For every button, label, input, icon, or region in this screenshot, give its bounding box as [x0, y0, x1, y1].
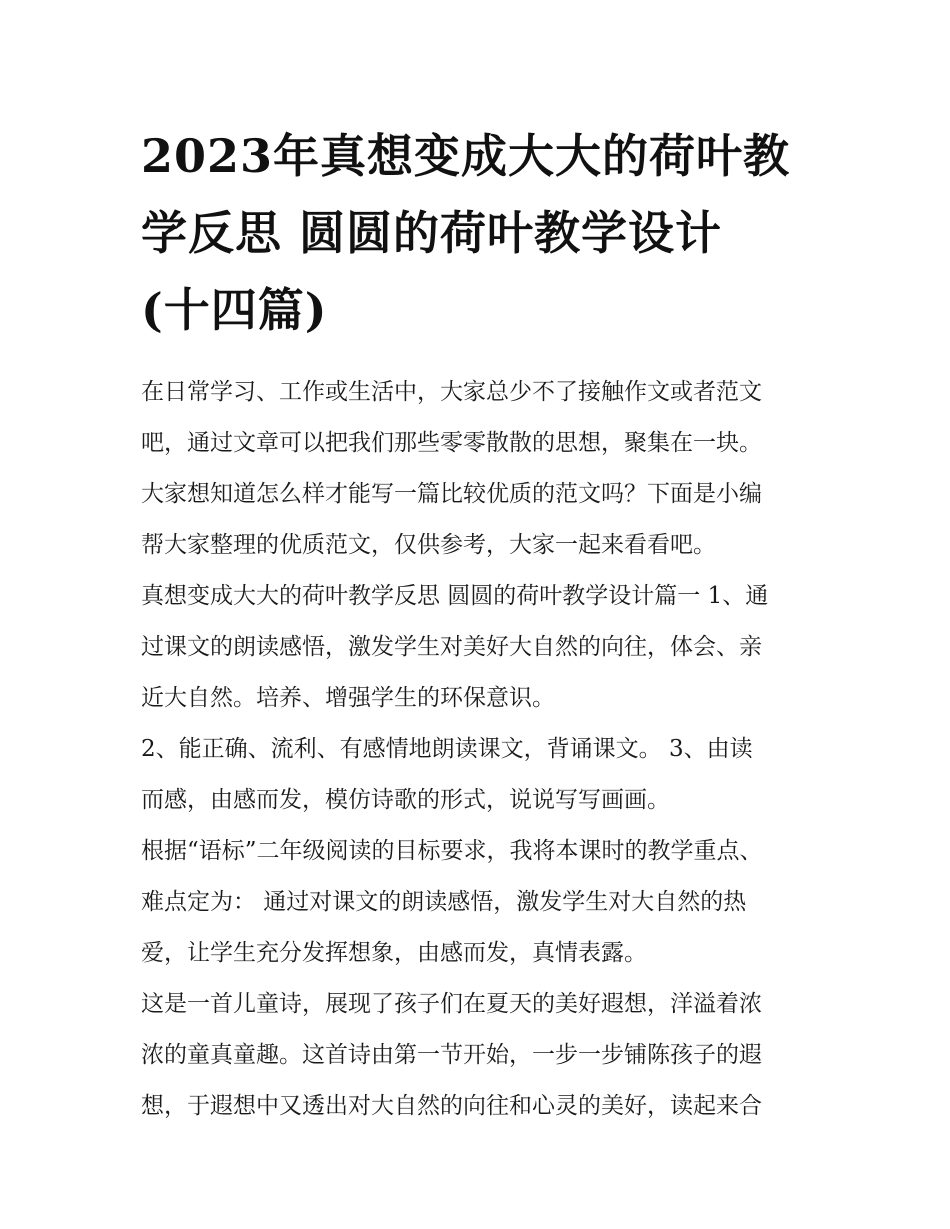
paragraph-line: 想，于遐想中又透出对大自然的向往和心灵的美好，读起来合 — [141, 1093, 762, 1119]
paragraph-line: 这是一首儿童诗，展现了孩子们在夏天的美好遐想，洋溢着浓 — [141, 991, 762, 1017]
paragraph-poem-analysis — [141, 979, 813, 1132]
paragraph-intro — [141, 367, 813, 571]
paragraph-line: 真想变成大大的荷叶教学反思 圆圆的荷叶教学设计篇一 1、通 — [141, 583, 769, 609]
paragraph-line: 近大自然。培养、增强学生的环保意识。 — [141, 685, 555, 711]
paragraph-objective-2 — [141, 724, 813, 826]
document-content — [141, 118, 813, 1132]
paragraph-line: 而感，由感而发，模仿诗歌的形式，说说写写画画。 — [141, 787, 670, 813]
title-line: 2023年真想变成大大的荷叶教 — [141, 129, 791, 183]
paragraph-line: 浓的童真童趣。这首诗由第一节开始，一步一步铺陈孩子的遐 — [141, 1042, 762, 1068]
paragraph-line: 吧，通过文章可以把我们那些零零散散的思想，聚集在一块。 — [141, 430, 762, 456]
paragraph-line: 根据“语标”二年级阅读的目标要求，我将本课时的教学重点、 — [141, 838, 763, 864]
document-title — [141, 118, 813, 349]
paragraph-line: 帮大家整理的优质范文，仅供参考，大家一起来看看吧。 — [141, 532, 716, 558]
title-line: (十四篇) — [141, 283, 328, 337]
paragraph-line: 大家想知道怎么样才能写一篇比较优质的范文吗？下面是小编 — [141, 481, 762, 507]
paragraph-line: 爱，让学生充分发挥想象，由感而发，真情表露。 — [141, 940, 647, 966]
paragraph-line: 难点定为： 通过对课文的朗读感悟，激发学生对大自然的热 — [141, 889, 747, 915]
paragraph-key-points — [141, 826, 813, 979]
document-body — [141, 367, 813, 1132]
paragraph-line: 在日常学习、工作或生活中，大家总少不了接触作文或者范文 — [141, 379, 762, 405]
paragraph-objective-1 — [141, 571, 813, 724]
paragraph-line: 过课文的朗读感悟，激发学生对美好大自然的向往，体会、亲 — [141, 634, 762, 660]
paragraph-line: 2、能正确、流利、有感情地朗读课文，背诵课文。 3、由读 — [141, 736, 753, 762]
title-line: 学反思 圆圆的荷叶教学设计 — [141, 206, 723, 260]
